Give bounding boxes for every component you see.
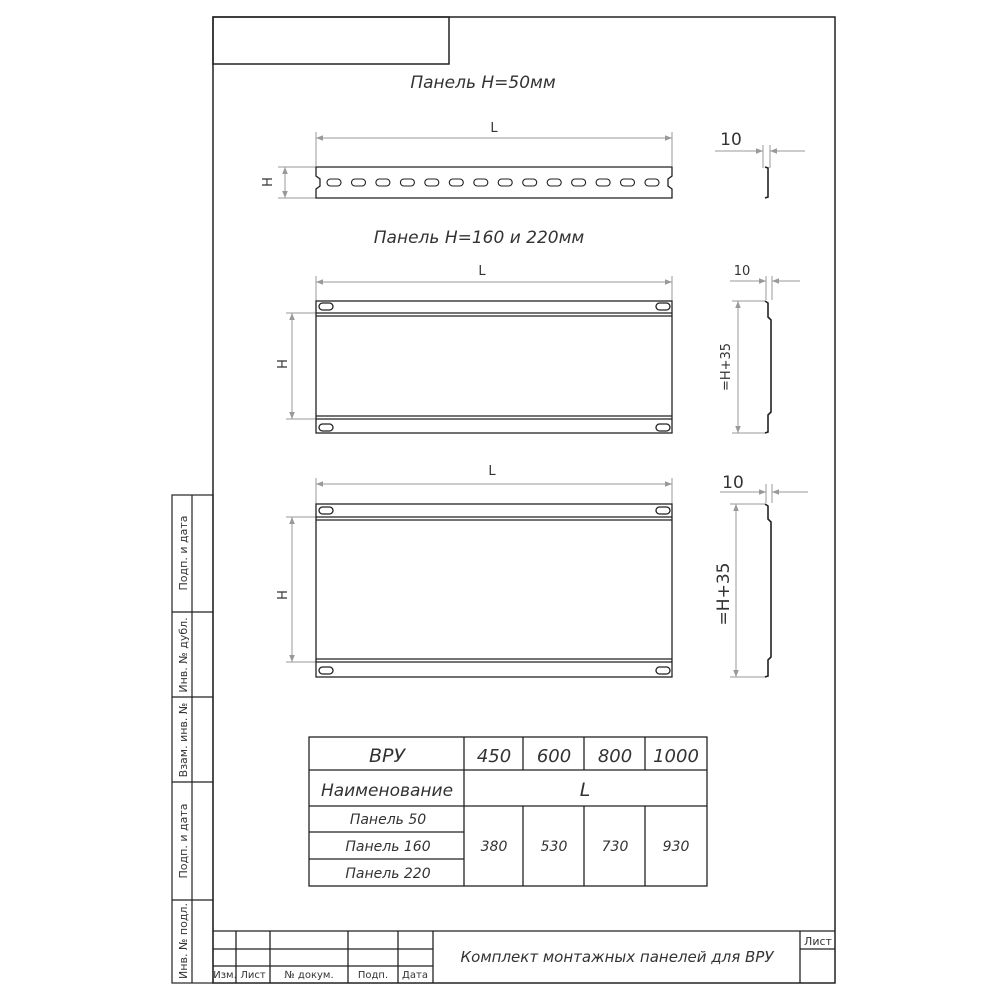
panel-220-body — [316, 504, 672, 677]
table-row-panel-160: Панель 160 — [345, 839, 431, 855]
panel-160-dim-h35 — [732, 301, 765, 433]
panel-50-slot — [596, 179, 610, 186]
panel-50-slot — [425, 179, 439, 186]
panel-50-body — [316, 167, 672, 198]
table-row-panel-220: Панель 220 — [345, 866, 431, 882]
panel-220-dim-H — [286, 517, 316, 662]
panel-50-slot — [376, 179, 390, 186]
panel-50-slot — [572, 179, 586, 186]
table-header-vru: ВРУ — [368, 745, 406, 767]
panel-220-L-label: L — [488, 464, 496, 479]
panel-50-slot — [523, 179, 537, 186]
title-block-col-list: Лист — [240, 970, 266, 981]
title-block-col-data: Дата — [402, 970, 428, 981]
table-value-930: 930 — [662, 839, 690, 855]
panel-160-dim-10 — [730, 276, 800, 300]
panel-50-profile — [765, 167, 768, 198]
sheet-frame — [213, 17, 835, 983]
table-size-800: 800 — [597, 746, 633, 767]
panel-50-H-label: H — [261, 177, 276, 187]
table-value-730: 730 — [601, 839, 629, 855]
panel-50-slot — [400, 179, 414, 186]
sheet-label: Лист — [804, 935, 832, 948]
panel-160-dim-L — [316, 276, 672, 301]
table-L-header: L — [579, 779, 591, 801]
table-size-1000: 1000 — [653, 746, 699, 767]
title-block-col-izm: Изм. — [213, 970, 237, 981]
panel-220-dim-L — [316, 478, 672, 504]
panel-220-h35-label: =H+35 — [714, 562, 734, 626]
side-stamp-label-3: Взам. инв. № — [177, 702, 190, 778]
panel-220-H-label: H — [276, 590, 291, 600]
panel-50-slot — [352, 179, 366, 186]
table-value-530: 530 — [540, 839, 568, 855]
title-panel-50: Панель H=50мм — [410, 73, 556, 93]
side-stamp-label-5: Инв. № подл. — [177, 903, 190, 979]
drawing-title: Комплект монтажных панелей для ВРУ — [460, 948, 774, 966]
panel-50-10-label: 10 — [720, 130, 742, 150]
table-name-header: Наименование — [320, 781, 454, 801]
table-size-600: 600 — [536, 746, 572, 767]
panel-50-slot — [327, 179, 341, 186]
title-block-col-doc: № докум. — [284, 970, 334, 981]
panel-220-dim-h35 — [730, 504, 765, 677]
panel-50-slot — [449, 179, 463, 186]
panel-160-H-label: H — [276, 359, 291, 369]
panel-220-profile — [765, 504, 771, 677]
side-stamp-label-2: Инв. № дубл. — [177, 617, 190, 693]
title-block-col-podp: Подп. — [357, 970, 389, 981]
table-row-panel-50: Панель 50 — [349, 812, 427, 828]
panel-160-10-label: 10 — [733, 264, 751, 279]
side-stamp-label-4: Подп. и дата — [177, 803, 190, 879]
panel-160-h35-label: =H+35 — [719, 342, 734, 392]
panel-50-slot — [474, 179, 488, 186]
top-stamp-box — [213, 17, 449, 64]
panel-50-slot — [645, 179, 659, 186]
panel-160-L-label: L — [478, 264, 486, 279]
panel-160-body — [316, 301, 672, 433]
panel-50-L-label: L — [490, 121, 498, 136]
side-stamp-label-1: Подп. и дата — [177, 515, 190, 591]
panel-50-slot — [498, 179, 512, 186]
panel-220-10-label: 10 — [722, 473, 744, 493]
table-size-450: 450 — [476, 746, 512, 767]
title-panel-160-220: Панель H=160 и 220мм — [373, 228, 585, 248]
panel-160-profile — [765, 301, 771, 433]
table-value-380: 380 — [480, 839, 508, 855]
panel-50-slot — [547, 179, 561, 186]
panel-50-dim-H — [278, 167, 316, 198]
panel-50-dim-L — [316, 132, 672, 166]
panel-50-slot — [621, 179, 635, 186]
panel-50-slots — [327, 179, 659, 186]
